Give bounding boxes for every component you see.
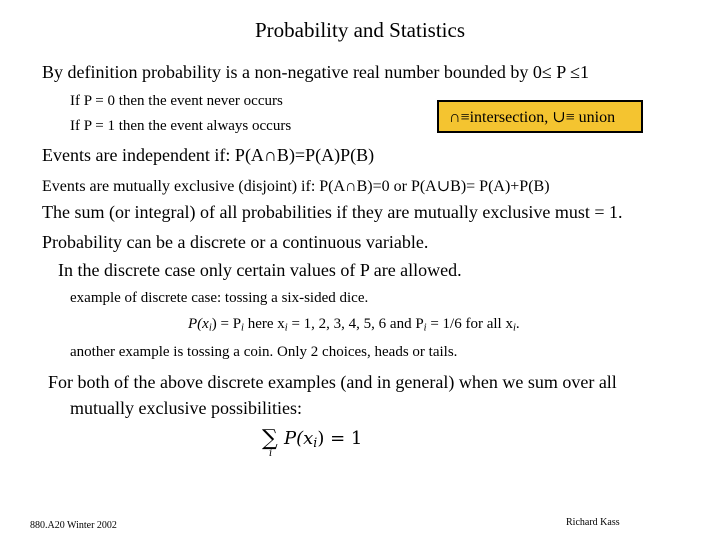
discrete-continuous-line: Probability can be a discrete or a continuous variable. (42, 232, 429, 252)
formula-sub: i (512, 322, 516, 334)
never-occurs-line: If P = 0 then the event never occurs (70, 93, 283, 109)
probability-sum-formula (262, 424, 372, 464)
formula-sub: i (284, 322, 288, 334)
dice-example-line: example of discrete case: tossing a six-sided dice. (70, 290, 369, 306)
summation-icon: ∑ (262, 426, 278, 451)
always-occurs-line: If P = 1 then the event always occurs (70, 118, 292, 134)
both-examples-line-1: For both of the above discrete examples (and in general) when we sum over all (48, 372, 617, 392)
definition-line: By definition probability is a non-negative real number bounded by 0≤ P ≤1 (42, 62, 589, 82)
intersection-union-highlight-box (437, 100, 643, 133)
sum-expression-sub: i (313, 435, 318, 451)
formula-sub: i (208, 322, 212, 334)
coin-example-line: another example is tossing a coin. Only 2 choices, heads or tails. (70, 344, 458, 360)
formula-here: here x (243, 316, 285, 332)
sum-rule-line: The sum (or integral) of all probabilities if they are mutually exclusive must = 1. (42, 202, 623, 222)
discrete-case-line: In the discrete case only certain values of P are allowed. (58, 260, 462, 280)
footer-author: Richard Kass (566, 517, 620, 528)
mutually-exclusive-line: Events are mutually exclusive (disjoint) if: P(A∩B)=0 or P(A∪B)= P(A)+P(B) (42, 178, 550, 195)
slide-title: Probability and Statistics (255, 18, 465, 42)
formula-eq: ) = P (211, 316, 242, 332)
summation-index: i (269, 448, 273, 459)
footer-course: 880.A20 Winter 2002 (30, 520, 117, 531)
formula-p: P(x (188, 316, 209, 332)
formula-values: = 1, 2, 3, 4, 5, 6 and P (287, 316, 424, 332)
formula-fraction: = 1/6 for all x (426, 316, 513, 332)
both-examples-line-2: mutually exclusive possibilities: (70, 398, 302, 418)
formula-end: . (515, 316, 520, 332)
intersection-union-legend: ∩≡intersection, ∪≡ union (449, 109, 616, 126)
formula-sub: i (241, 322, 244, 334)
dice-probability-formula (188, 316, 520, 334)
independent-events-line: Events are independent if: P(A∩B)=P(A)P(B) (42, 145, 375, 165)
formula-sub: i (423, 322, 427, 334)
sum-expression-b: ) = 1 (317, 428, 363, 449)
sum-expression-a: P(x (284, 428, 314, 449)
